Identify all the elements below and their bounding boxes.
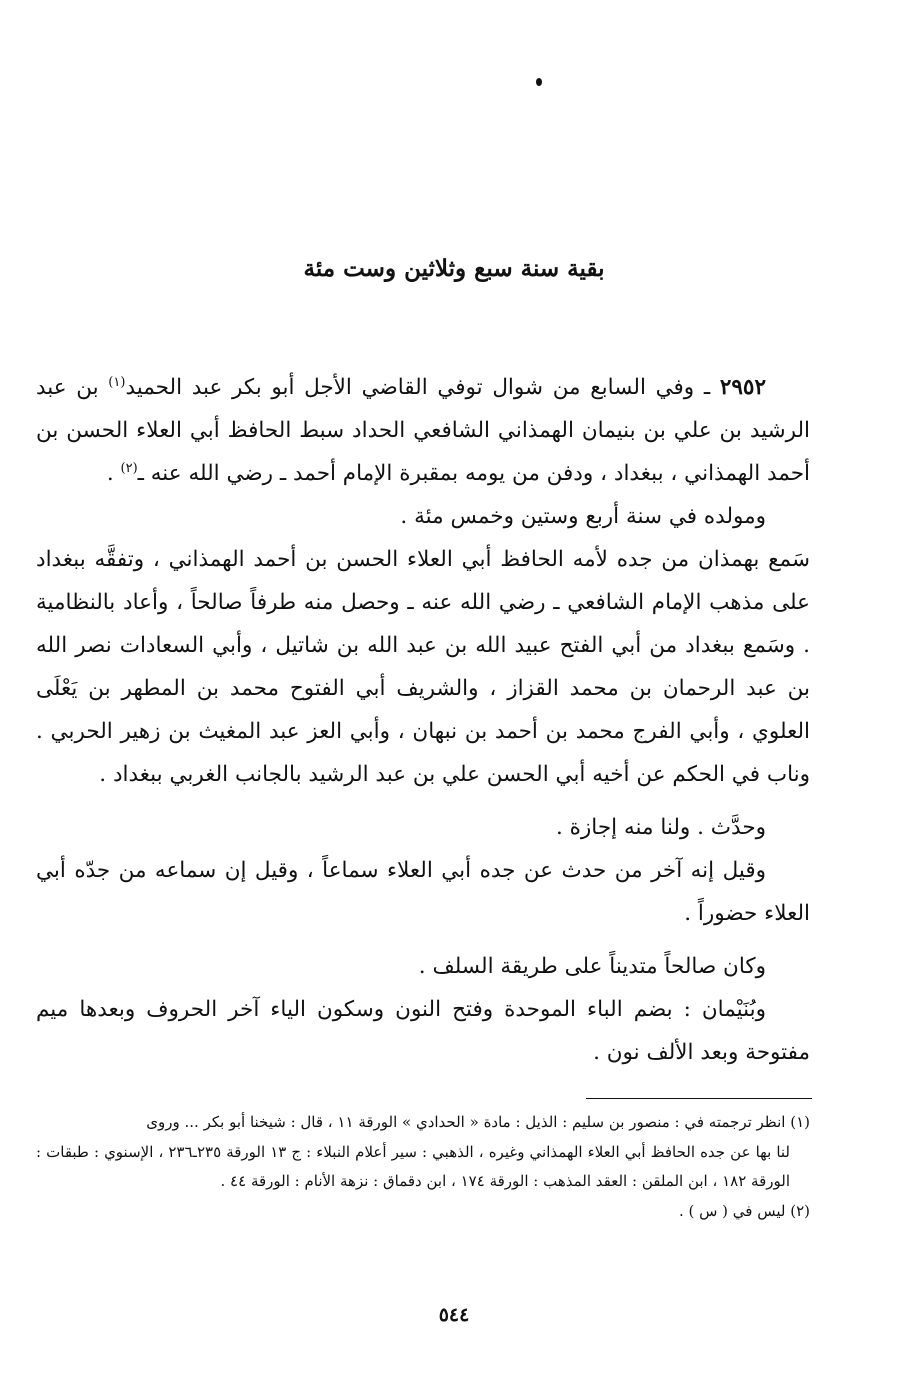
section-heading: بقية سنة سبع وثلاثين وست مئة [303, 255, 605, 282]
footnote-1-first-line: (١) انظر ترجمته في : منصور بن سليم : الذيل : مادة « الحدادي » الورقة ١١ ، قال : شيخنا أبو بكر ... وروى [146, 1113, 810, 1131]
footnote-marker-2[interactable]: (٢) [120, 460, 138, 476]
paragraph-birth: ومولده في سنة أربع وستين وخمس مئة . [400, 504, 766, 529]
page-number: ٥٤٤ [438, 1304, 470, 1326]
entry-text-middle: بن عبد الرشيد بن علي بن بنيمان الهمذاني الشافعي الحداد سبط الحافظ أبي العلاء الحسن بن أحمد الهمذاني ، ببغداد ، ودفن من يومه بمقبرة الإمام أحمد ـ رضي الله عنه ـ [36, 375, 810, 486]
footnote-marker-1[interactable]: (١) [108, 374, 126, 390]
paragraph-hadith: وحدَّث . ولنا منه إجازة . [555, 815, 766, 840]
entry-text-start: ـ وفي السابع من شوال توفي القاضي الأجل أبو بكر عبد الحميد [125, 375, 720, 400]
entry-paragraph [36, 366, 810, 495]
entry-text-end: . [106, 461, 121, 486]
paragraph-vocalization: وبُنَيْمان : بضم الباء الموحدة وفتح النون وسكون الياء آخر الحروف وبعدها ميم مفتوحة وبعد الألف نون . [36, 997, 810, 1065]
footnote-divider [586, 1098, 812, 1099]
main-text [36, 366, 810, 1074]
footnotes [36, 1108, 810, 1226]
ink-dot [536, 78, 542, 86]
footnote-2: (٢) ليس في ( س ) . [678, 1201, 810, 1220]
entry-number: ٢٩٥٢ [719, 375, 767, 400]
paragraph-piety: وكان صالحاً متديناً على طريقة السلف . [418, 954, 766, 979]
paragraph-teachers: سَمع بهمذان من جده لأمه الحافظ أبي العلاء الحسن بن أحمد الهمذاني ، وتفقَّه ببغداد على مذهب الإمام الشافعي ـ رضي الله عنه ـ وحصل منه طرفاً صالحاً ، وأعاد بالنظامية . وسَمع ببغداد من أبي الفتح عبيد الله بن عبد الله بن شاتيل ، وأبي السعادات نصر الله بن عبد الرحمان بن محمد القزاز ، والشريف أبي الفتوح محمد بن المطهر بن يَعْلَى العلوي ، وأبي الفرج محمد بن أحمد بن نبهان ، وأبي العز عبد المغيث بن زهير الحربي . وناب في الحكم عن أخيه أبي الحسن علي بن عبد الرشيد بالجانب الغربي ببغداد . [36, 547, 810, 787]
footnote-1-continuation: لنا بها عن جده الحافظ أبي العلاء الهمذاني وغيره ، الذهبي : سير أعلام النبلاء : ج ١٣ الورقة ٢٣٥ـ٢٣٦ ، الإسنوي : طبقات : الورقة ١٨٢ ، ابن الملقن : العقد المذهب : الورقة ١٧٤ ، ابن دقماق : نزهة الأنام : الورقة ٤٤ . [36, 1142, 790, 1190]
paragraph-last-narrator: وقيل إنه آخر من حدث عن جده أبي العلاء سماعاً ، وقيل إن سماعه من جدّه أبي العلاء حضوراً . [36, 858, 810, 926]
